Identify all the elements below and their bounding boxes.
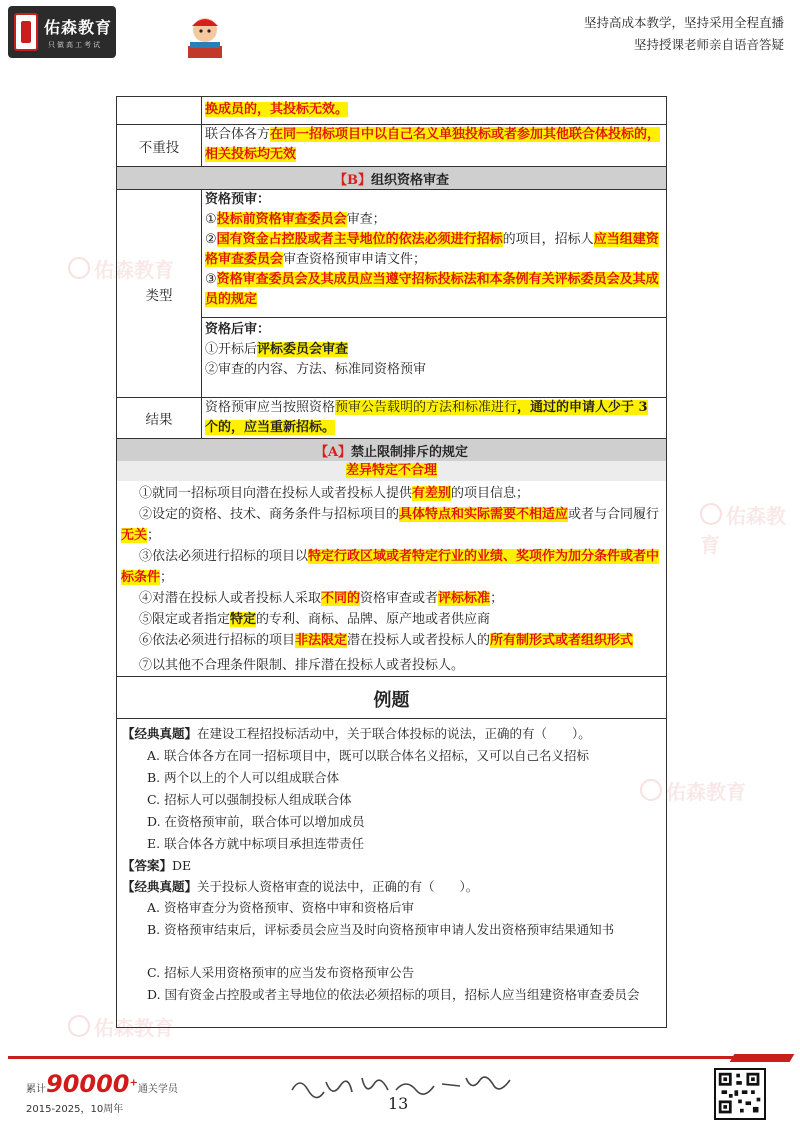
question-option: C. 招标人采用资格预审的应当发布资格预审公告	[147, 965, 415, 980]
emphasis-text: 换成员的，其投标无效。	[205, 102, 349, 117]
list-item: ②国有资金占控股或者主导地位的依法必须进行招标的项目，招标人应当组建资格审查委员会审查资格预审申请文件；	[205, 232, 659, 267]
page-number: 13	[388, 1094, 409, 1113]
list-item: ①投标前资格审查委员会审查；	[205, 212, 386, 227]
question-stem: 【经典真题】在建设工程招投标活动中，关于联合体投标的说法，正确的有（ ）。	[122, 726, 591, 741]
watermark: 佑森教育	[68, 1012, 174, 1041]
brand-subtitle: 只做高工考试	[48, 41, 102, 49]
question-option: A. 资格审查分为资格预审、资格中审和资格后审	[147, 900, 414, 915]
table-row-type	[117, 190, 666, 398]
question-option: B. 两个以上的个人可以组成联合体	[147, 770, 340, 785]
watermark: 佑森教育	[640, 776, 746, 805]
table-row	[117, 97, 666, 125]
row-content: 资格预审应当按照资格预审公告载明的方法和标准进行，通过的申请人少于 3 个的，应当重新招标。	[205, 400, 648, 435]
rule-item: ①就同一招标项目向潜在投标人或者投标人提供有差别的项目信息；	[139, 486, 530, 501]
section-subtitle-row	[117, 461, 666, 481]
stats-years: 2015-2025，10周年	[26, 1104, 124, 1115]
subheading: 资格预审：	[205, 192, 271, 207]
example-title: 例题	[373, 690, 410, 711]
handwritten-signature	[286, 1068, 536, 1112]
qr-code-icon	[714, 1068, 766, 1120]
rule-item: ②设定的资格、技术、商务条件与招标项目的具体特点和实际需要不相适应或者与合同履行无关；	[121, 507, 660, 543]
rule-item: ③依法必须进行招标的项目以特定行政区域或者特定行业的业绩、奖项作为加分条件或者中标条件；	[121, 549, 660, 585]
example-title-row	[117, 677, 666, 719]
row-label: 结果	[117, 398, 202, 438]
slogan-line-2: 坚持授课老师亲自语音答疑	[633, 37, 784, 52]
brand-logo	[8, 6, 116, 58]
row-content	[205, 125, 662, 165]
header-slogan	[584, 12, 784, 56]
section-header-a	[117, 439, 666, 461]
rule-item: ⑦以其他不合理条件限制、排斥潜在投标人或者投标人。	[139, 658, 465, 673]
rule-item: ⑤限定或者指定特定的专利、商标、品牌、原产地或者供应商	[139, 612, 491, 627]
list-item: ③资格审查委员会及其成员应当遵守招标投标法和本条例有关评标委员会及其成员的规定	[205, 272, 659, 307]
content-table	[116, 96, 667, 1028]
logo-seal-icon	[14, 13, 38, 51]
emphasis-text: 在同一招标项目中以自己名义单独投标或者参加其他联合体投标的，相关投标均无效	[205, 127, 661, 162]
subheading: 资格后审：	[205, 322, 271, 337]
watermark: 佑森教育	[68, 254, 174, 283]
question-option: B. 资格预审结束后，评标委员会应当及时向资格预审申请人发出资格预审结果通知书	[147, 922, 615, 937]
table-row-result	[117, 398, 666, 439]
question-stem: 【经典真题】关于投标人资格审查的说法中，正确的有（ ）。	[122, 879, 479, 894]
table-row-no-repeat	[117, 125, 666, 167]
stats-unit: 通关学员	[137, 1084, 178, 1095]
rule-item: ④对潜在投标人或者投标人采取不同的资格审查或者评标标准；	[139, 591, 504, 606]
question-option: A. 联合体各方在同一招标项目中，既可以联合体名义招标，又可以自己名义招标	[147, 748, 589, 763]
footer-divider	[8, 1054, 792, 1062]
section-header-b	[117, 167, 666, 190]
question-option: C. 招标人可以强制投标人组成联合体	[147, 792, 352, 807]
question-option: E. 联合体各方就中标项目承担连带责任	[147, 836, 365, 851]
section-title: 禁止限制排斥的规定	[351, 444, 469, 460]
pre-qualification-block	[202, 190, 666, 318]
stats-count: 90000	[46, 1070, 130, 1098]
text: 联合体各方	[205, 127, 271, 142]
footer-stats	[26, 1070, 178, 1115]
section-tag: 【B】	[333, 172, 371, 188]
slogan-line-1: 坚持高成本教学，坚持采用全程直播	[583, 15, 784, 30]
mascot-illustration	[180, 10, 230, 62]
row-content	[205, 100, 662, 120]
row-label: 类型	[117, 190, 202, 397]
watermark: 佑森教育	[700, 500, 800, 558]
brand-name: 佑森教育	[44, 18, 113, 37]
question-option: D. 国有资金占控股或者主导地位的依法必须招标的项目，招标人应当组建资格审查委员会	[147, 987, 640, 1002]
row-label-empty	[117, 97, 202, 124]
question-option: D. 在资格预审前，联合体可以增加成员	[147, 814, 365, 829]
list-item: ②审查的内容、方法、标准同资格预审	[205, 362, 427, 377]
list-item: ①开标后评标委员会审查	[205, 342, 349, 357]
answer-line: 【答案】DE	[122, 858, 192, 873]
post-qualification-block	[205, 320, 662, 380]
rule-item: ⑥依法必须进行招标的项目非法限定潜在投标人或者投标人的所有制形式或者组织形式	[139, 633, 634, 648]
section-title: 组织资格审查	[370, 172, 449, 188]
rules-block	[117, 481, 666, 677]
stats-plus: +	[129, 1077, 138, 1089]
section-subtitle: 差异特定不合理	[345, 463, 437, 478]
section-tag: 【A】	[314, 444, 352, 460]
stats-prefix: 累计	[26, 1084, 46, 1095]
row-label: 不重投	[117, 125, 202, 166]
